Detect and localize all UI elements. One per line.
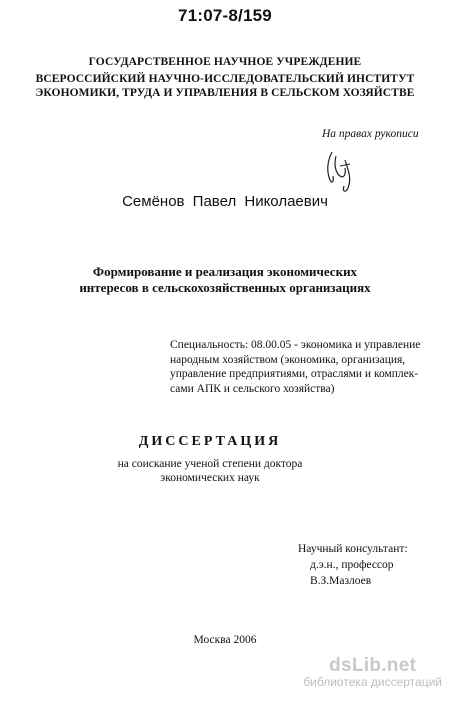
specialty-line-3: управление предприятиями, отраслями и комплек- <box>170 368 419 380</box>
consultant-degree: д.э.н., профессор <box>310 559 394 571</box>
handwritten-signature <box>318 146 362 196</box>
specialty-line-4: сами АПК и сельского хозяйства) <box>170 382 335 395</box>
manuscript-rights-note: На правах рукописи <box>322 128 419 140</box>
specialty-line-2: народным хозяйством (экономика, организация, <box>170 353 406 366</box>
document-number: 71:07-8/159 <box>178 6 272 25</box>
author-name: Семёнов Павел Николаевич <box>122 193 328 210</box>
title-line-2: интересов в сельскохозяйственных организациях <box>79 280 371 295</box>
watermark-logo: dsLib.net <box>329 655 417 676</box>
dissertation-heading: ДИССЕРТАЦИЯ <box>138 434 282 449</box>
institution-line-1: ГОСУДАРСТВЕННОЕ НАУЧНОЕ УЧРЕЖДЕНИЕ <box>88 56 362 68</box>
city-year: Москва 2006 <box>193 634 257 646</box>
consultant-block <box>298 541 408 589</box>
institution-line-3: ЭКОНОМИКИ, ТРУДА И УПРАВЛЕНИЯ В СЕЛЬСКОМ ХОЗЯЙСТВЕ <box>35 87 415 99</box>
watermark <box>303 655 442 689</box>
degree-line-1: на соискание ученой степени доктора <box>117 458 303 470</box>
degree-line-2: экономических наук <box>160 472 260 484</box>
title-line-1: Формирование и реализация экономических <box>92 264 358 279</box>
institution-line-2: ВСЕРОССИЙСКИЙ НАУЧНО-ИССЛЕДОВАТЕЛЬСКИЙ ИНСТИТУТ <box>35 73 415 85</box>
consultant-name: В.З.Мазлоев <box>310 575 372 587</box>
specialty-line-1: Специальность: 08.00.05 - экономика и управление <box>170 339 421 351</box>
consultant-label: Научный консультант: <box>298 543 408 555</box>
specialty-block <box>170 338 430 396</box>
watermark-subtitle: библиотека диссертаций <box>303 675 442 689</box>
